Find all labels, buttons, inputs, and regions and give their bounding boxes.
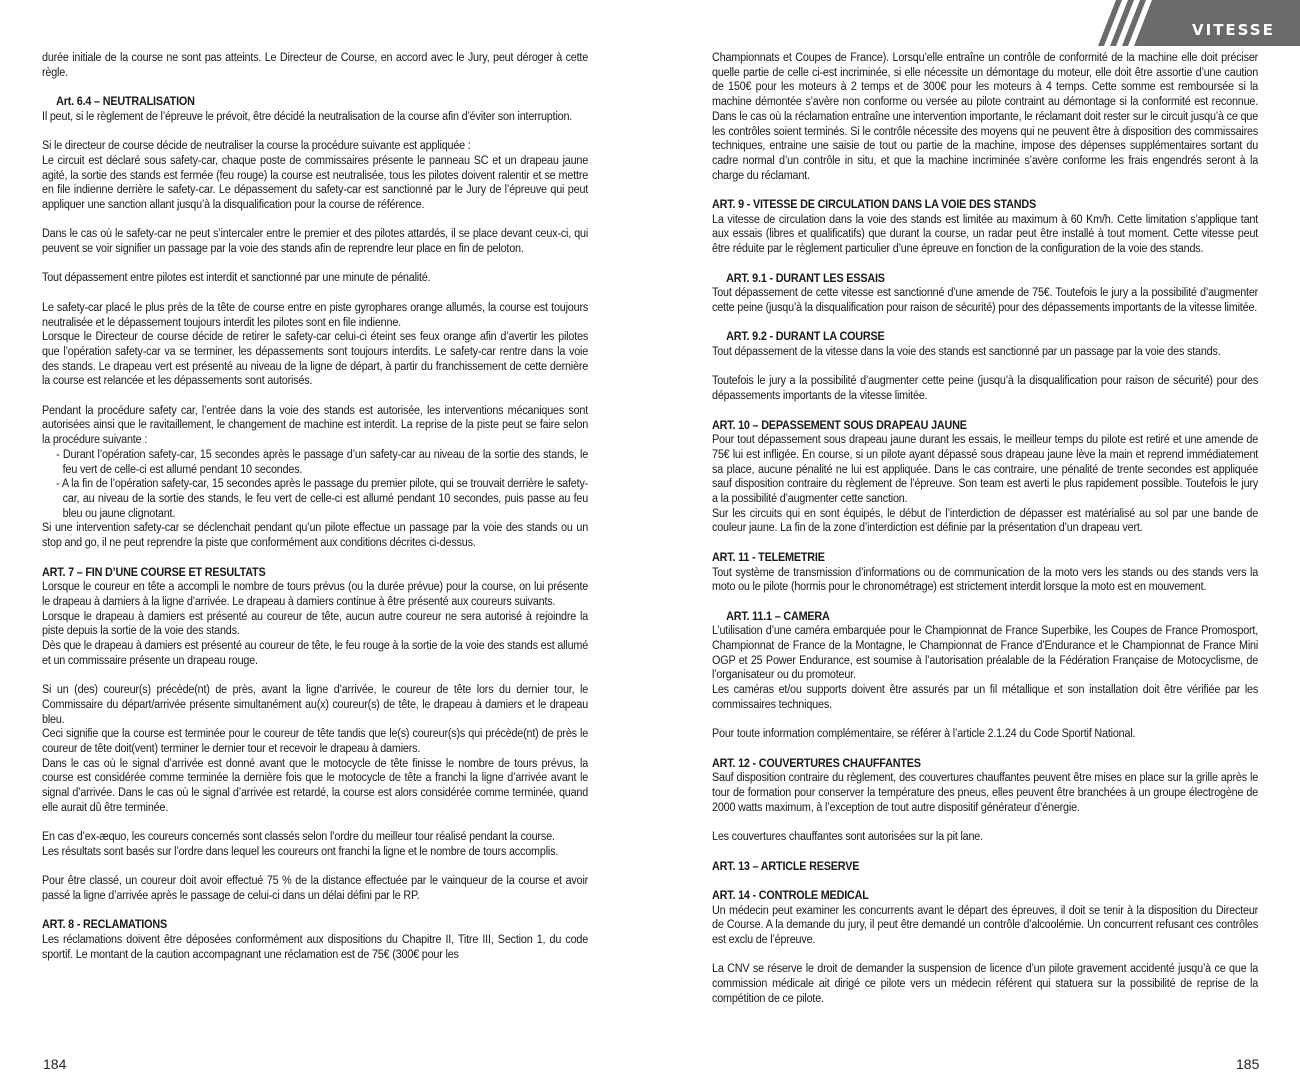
body-paragraph: Il peut, si le règlement de l’épreuve le prévoit, être décidé la neutralisation de la course afin d’éviter son interruption. [42,110,573,123]
procedure-list [42,448,588,522]
body-paragraph: Tout système de transmission d’informations ou de communication de la moto vers les stands ou des stands vers la moto ou le pilote (hormis pour le chronométrage) est strictement interdit lorsque la moto est en mouvement. [712,566,1259,594]
body-paragraph: Les couvertures chauffantes sont autorisées sur la pit lane. [712,831,983,844]
body-paragraph: Les réclamations doivent être déposées conformément aux dispositions du Chapitre II, Titre III, Section 1, du code sportif. Le montant de la caution accompagnant une réclamation est de 75€ (300€ pour les [42,934,589,961]
article-heading: ART. 7 – FIN D’UNE COURSE ET RESULTATS [42,566,266,579]
article-heading: ART. 9.2 - DURANT LA COURSE [726,331,885,344]
article-heading: ART. 14 - CONTROLE MEDICAL [712,889,869,902]
body-paragraph: Tout dépassement de la vitesse dans la voie des stands est sanctionné par un passage par la voie des stands. [712,346,1221,359]
body-paragraph: En cas d’ex-æquo, les coureurs concernés sont classés selon l’ordre du meilleur tour réalisé pendant la course. Les résultats sont basés sur l’ordre dans lequel les coureurs ont franchi la ligne et le nombre de tours accomplis. [42,831,559,858]
body-paragraph: Tout dépassement de cette vitesse est sanctionné d’une amende de 75€. Toutefois le jury a la possibilité d’augmenter cette peine (jusqu’à la disqualification pour raison de sécurité) pour des dépassements importants de la vitesse limitée. [712,287,1259,314]
left-page [42,0,588,1092]
article-heading: Art. 6.4 – NEUTRALISATION [56,96,195,109]
right-page [712,0,1258,1092]
article-heading: ART. 12 - COUVERTURES CHAUFFANTES [712,757,921,770]
body-paragraph: Le safety-car placé le plus près de la tête de course entre en piste gyrophares orange allumés, la course est toujours neutralisée et le dépassement toujours interdit les pilotes sont en file indienne. Lorsque le Directeur de course décide de retirer le safety-car celui-ci éteint ses feux orange afin d’avertir les pilotes que l’opération safety-car va se terminer, les dépassements sont toujours interdits. Le safety-car rentre dans la voie des stands. Le drapeau vert est présenté au niveau de la ligne de départ, à partir du franchissement de cette dernière la course est relancée et les dépassements sont autorisés. [42,301,589,388]
section-title: VITESSE [1192,21,1275,39]
body-paragraph: durée initiale de la course ne sont pas atteints. Le Directeur de Course, en accord avec le Jury, peut déroger à cette règle. [42,52,589,79]
body-paragraph: Lorsque le coureur en tête a accompli le nombre de tours prévus (ou la durée prévue) pour la course, on lui présente le drapeau à damiers à la ligne d’arrivée. Le drapeau à damiers continue à être présenté aux coureurs suivants. Lorsque le drapeau à damiers est présenté au coureur de tête, aucun autre coureur ne sera autorisé à rejoindre la piste depuis la sortie de la voie des stands. Dès que le drapeau à damiers est présenté au coureur de tête, le feu rouge à la sortie de la voie des stands est allumé et un commissaire présente un drapeau rouge. [42,581,589,667]
article-heading: ART. 9.1 - DURANT LES ESSAIS [726,272,885,285]
body-paragraph: Toutefois le jury a la possibilité d’augmenter cette peine (jusqu’à la disqualification pour raison de sécurité) pour des dépassements importants de la vitesse limitée. [712,375,1259,403]
body-paragraph: La CNV se réserve le droit de demander la suspension de licence d’un pilote gravement accidenté jusqu’à ce que la commission médicale ait dirigé ce pilote vers un médecin référent qui statuera sur la possibilité de reprise de la compétition de ce pilote. [712,963,1259,1005]
right-page-body [712,51,1258,1021]
body-paragraph: L’utilisation d’une caméra embarquée pour le Championnat de France Superbike, les Coupes de France Promosport, Championnat de France de la Montagne, le Championnat de France d’Endurance et le Championnat de France Mini OGP et 25 Power Endurance, est soumise à l’autorisation préalable de la Fédération Française de Motocyclisme, de l’organisateur ou du promoteur. Les caméras et/ou supports doivent être assurés par un fil métallique et son installation doit être vérifiée par les commissaires techniques. [712,625,1259,711]
right-page-number: 185 [1236,1056,1260,1072]
body-paragraph: La vitesse de circulation dans la voie des stands est limitée au maximum à 60 Km/h. Cette limitation s’applique tant aux essais (libres et qualificatifs) que durant la course, un radar peut être installé à tout moment. Cette vitesse peut être réduite par le règlement particulier d’une épreuve en fonction de la configuration de la voie des stands. [712,213,1259,256]
left-page-body [42,51,588,977]
body-paragraph: Si un (des) coureur(s) précède(nt) de près, avant la ligne d’arrivée, le coureur de tête lors du dernier tour, le Commissaire du départ/arrivée présente simultanément au(x) coureur(s) de tête, le drapeau à damiers et le drapeau bleu. Ceci signifie que la course est terminée pour le coureur de tête tandis que le(s) coureur(s)s qui précède(nt) de près le coureur de tête doit(vent) terminer le dernier tour et recevoir le drapeau à damiers. Dans le cas où le signal d’arrivée est donné avant que le motocycle de tête finisse le nombre de tours prévus, la course est considérée comme terminée la dernière fois que le motocycle de tête a franchi la ligne d’arrivée avant le signal d’arrivée. Dans le cas où le signal d’arrivée est retardé, la course est alors considérée comme terminée, quand elle aurait dû être terminée. [42,684,589,814]
body-paragraph: Championnats et Coupes de France). Lorsqu’elle entraîne un contrôle de conformité de la machine elle doit préciser quelle partie de celle ci-est incriminée, si elle nécessite un démontage du moteur, elle doit être assortie d’une caution de 150€ pour les moteurs à 2 temps et de 300€ pour les moteurs à 4 temps. Cette somme est remboursée si la machine démontée s’avère non conforme ou versée au pilote contraint au démontage si la conformité est reconnue. Dans le cas où la réclamation entraîne une intervention importante, le réclamant doit rester sur le circuit jusqu’à ce que les contrôles soient terminés. Si le contrôle nécessite des moyens qui ne peuvent être à disposition des commissaires techniques, entraine une saisie de tout ou partie de la machine, impose des dépenses supplémentaires sortant du cadre normal d’un contrôle in situ, et que la machine incriminée s’avère conforme les frais engendrés seront à la charge du réclamant. [712,52,1259,182]
body-paragraph: Dans le cas où le safety-car ne peut s’intercaler entre le premier et des pilotes attardés, il se place devant ceux-ci, qui peuvent se voir signifier un passage par la voie des stands afin de reprendre leur place en fin de peloton. [42,228,589,256]
body-paragraph: Pour tout dépassement sous drapeau jaune durant les essais, le meilleur temps du pilote est retiré et une amende de 75€ lui est infligée. En course, si un pilote ayant dépassé sous drapeau jaune lève la main et reprend immédiatement sa place, aucune pénalité ne lui est appliquée. Dans le cas contraire, une pénalité de trente secondes est appliquée sauf disposition contraire du règlement de l’épreuve. Son team est averti le plus rapidement possible. Toutefois le jury a la possibilité d’augmenter cette sanction. Sur les circuits qui en sont équipés, le début de l’interdiction de dépasser est matérialisé au sol par une bande de couleur jaune. La fin de la zone d’interdiction est définie par la présentation d’un drapeau vert. [712,434,1259,535]
list-item: - A la fin de l’opération safety-car, 15 secondes après le passage du premier pilote, qui se trouvait derrière le safety-car, au niveau de la sortie des stands, le feu vert de celle-ci est allumé pendant 10 secondes, puis passe au feu bleu ou jaune clignotant. [56,478,589,520]
article-heading: ART. 13 – ARTICLE RESERVE [712,860,860,873]
article-heading: ART. 9 - VITESSE DE CIRCULATION DANS LA VOIE DES STANDS [712,199,1037,212]
article-heading: ART. 11 - TELEMETRIE [712,551,825,564]
article-heading: ART. 10 – DEPASSEMENT SOUS DRAPEAU JAUNE [712,419,967,432]
body-paragraph: Un médecin peut examiner les concurrents avant le départ des épreuves, il doit se tenir à la disposition du Directeur de Course. A la demande du jury, il peut être demandé un contrôle d’alcoolémie. Un concurrent refusant ces contrôles est exclu de l’épreuve. [712,904,1259,946]
body-paragraph: Si le directeur de course décide de neutraliser la course la procédure suivante est appliquée : Le circuit est déclaré sous safety-car, chaque poste de commissaires présente le panneau SC et un drapeau jaune agité, la sortie des stands est fermée (feu rouge) la course est neutralisée, tous les pilotes doivent ralentir et se mettre en file indienne derrière le safety-car. Le dépassement du safety-car est sanctionné par le Jury de l’épreuve qui peut appliquer une sanction allant jusqu’à la disqualification pour la course de référence. [42,140,589,211]
body-paragraph: Pour toute information complémentaire, se référer à l’article 2.1.24 du Code Sportif National. [712,728,1136,741]
body-paragraph: Pour être classé, un coureur doit avoir effectué 75 % de la distance effectuée par le vainqueur de la course et avoir passé la ligne d’arrivée après le passage de celui-ci dans un délai défini par le RP. [42,875,589,902]
body-paragraph: Tout dépassement entre pilotes est interdit et sanctionné par une minute de pénalité. [42,272,431,285]
body-paragraph: Si une intervention safety-car se déclenchait pendant qu’un pilote effectue un passage par la voie des stands ou un stop and go, il ne peut reprendre la piste que conformément aux conditions décrites ci-dessus. [42,522,589,550]
article-heading: ART. 11.1 – CAMERA [726,610,830,623]
body-paragraph: Pendant la procédure safety car, l’entrée dans la voie des stands est autorisée, les interventions mécaniques sont autorisées ainsi que le ravitaillement, le changement de machine est interdit. La reprise de la piste peut se faire selon la procédure suivante : [42,404,589,447]
body-paragraph: Sauf disposition contraire du règlement, des couvertures chauffantes peuvent être mises en place sur la grille après le tour de formation pour conserver la température des pneus, elles peuvent être branchées à un groupe électrogène de 2000 watts maximum, à l’exception de tout autre dispositif générateur d’énergie. [712,772,1259,814]
left-page-number: 184 [43,1056,67,1072]
article-heading: ART. 8 - RECLAMATIONS [42,919,167,932]
list-item: - Durant l’opération safety-car, 15 secondes après le passage d’un safety-car au niveau de la sortie des stands, le feu vert de celle-ci est allumé pendant 10 secondes. [56,448,589,476]
